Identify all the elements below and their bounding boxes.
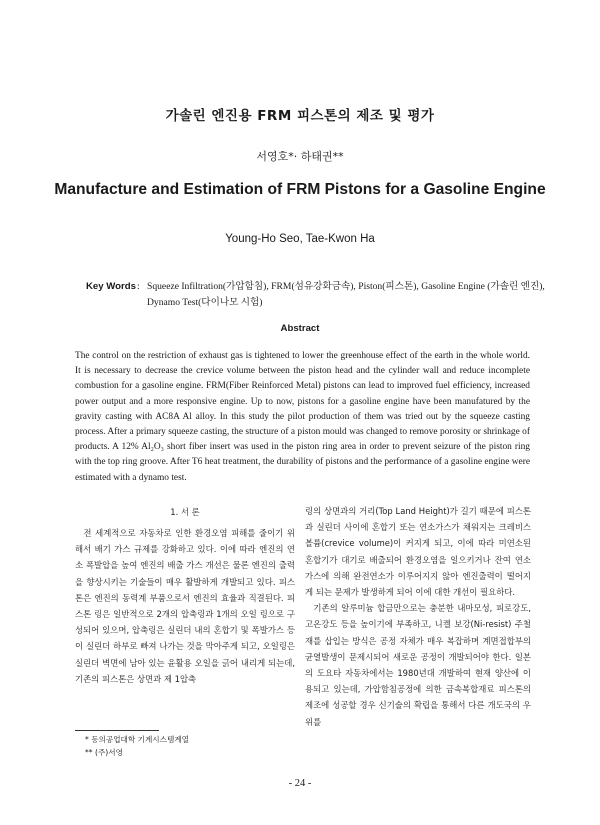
intro-paragraph-3: 기존의 알루미늄 합금만으로는 충분한 내마모성, 피로강도, 고온강도 등을 높이기에 부족하고, 니켈 보강(Ni-resist) 주철재를 삽입는 방식은 공정 자체가 매우 복잡하며 계면접합부의 균열발생이 문제시되어 새로운 공정이 개발되어야 한다. 일본의 도요타 자동차에서는 1980년대 개발하여 현재 양산에 이용되고 있는데, 가압함침공정에 의한 금속복합재료 피스톤의 제조에 성공할 경우 신기술의 확립을 통해서 다른 개도국의 우위를 — [305, 603, 531, 727]
intro-paragraph-2: 링의 상면과의 거리(Top Land Height)가 길기 때문에 피스톤과 실린더 사이에 혼합기 또는 연소가스가 채워지는 크레비스 볼륨(crevice volume)이 커지게 되고, 이에 따라 미연소된 혼합기가 대기로 배출되어 환경오염을 일으키거나 잔여 연소가스에 의해 완전연소가 이루어지지 않아 엔진출력이 떨어지게 되는 문제가 발생하게 되어 이에 대한 개선이 필요하다. — [305, 506, 531, 598]
section-heading-introduction: 1. 서 론 — [170, 507, 200, 517]
body-column-right — [305, 503, 531, 730]
footnote-affiliation-2: ** (주)서영 — [85, 748, 123, 757]
intro-paragraph-1: 전 세계적으로 자동차로 인한 환경오염 피해를 줄이기 위해서 배기 가스 규제를 강화하고 있다. 이에 따라 엔진의 연소 폭발압을 높여 엔진의 배출 가스 개선은 물론 엔진의 출력을 향상시키는 기술들이 매우 활발하게 개발되고 있다. 피스톤은 엔진의 동력계 부품으로서 엔진의 효율과 직결된다. 피스톤 링은 일반적으로 2개의 압축링과 1개의 오일 링으로 구성되어 있으며, 압축링은 실린더 내의 혼합기 및 폭발가스 등이 실린더 하부로 빠져 나가는 것을 막아주게 되고, 오일링은 실린더 벽면에 남아 있는 윤활용 오일을 긁어 내리게 되는데, 기존의 피스톤은 상면과 제 1압축 — [75, 528, 295, 684]
keywords-label: Key Words — [86, 281, 136, 292]
body-column-left — [75, 503, 295, 687]
keywords-text: Squeeze Infiltration(가압함침), FRM(섬유강화금속), Piston(피스톤), Gasoline Engine (가솔린 엔진), Dynamo Test(다이나모 시험) — [147, 281, 545, 308]
korean-authors: 서영호*· 하태권** — [256, 150, 344, 163]
english-title: Manufacture and Estimation of FRM Pistons for a Gasoline Engine — [54, 181, 546, 198]
abstract-text: The control on the restriction of exhaust gas is tightened to lower the greenhouse effect of the earth in the whole world. It is necessary to decrease the crevice volume between the piston head and the cylinder wall and reduce incomplete combustion for a gasoline engine. FRM(Fiber Reinforced Metal) pistons can lead to improved fuel efficiency, increased power output and a more responsive engine. Up to now, pistons for a gasoline engine have been manufatured by the gravity casting with AC8A Al alloy. In this study the pilot production of them was tried out by the squeeze casting process. After a primary squeeze casting, the structure of a piston mould was changed to remove porosity or shrinkage of products. A 12% Al₂O₃ short fiber insert was used in the piston ring area in order to prevent seizure of the piston ring with the top ring groove. After T6 heat treatment, the durability of pistons and the performance of a gasoline engine were estimated with a dynamo test. — [75, 351, 530, 483]
footnote-divider — [75, 730, 159, 731]
page-number: - 24 - — [288, 778, 312, 789]
keywords-colon: : — [137, 281, 140, 292]
korean-title: 가솔린 엔진용 FRM 피스톤의 제조 및 평가 — [165, 108, 435, 124]
keywords-block — [86, 279, 546, 311]
english-authors: Young-Ho Seo, Tae-Kwon Ha — [225, 233, 375, 245]
footnote-affiliation-1: * 동의공업대학 기계시스템계열 — [85, 735, 189, 744]
abstract-heading: Abstract — [280, 323, 320, 334]
